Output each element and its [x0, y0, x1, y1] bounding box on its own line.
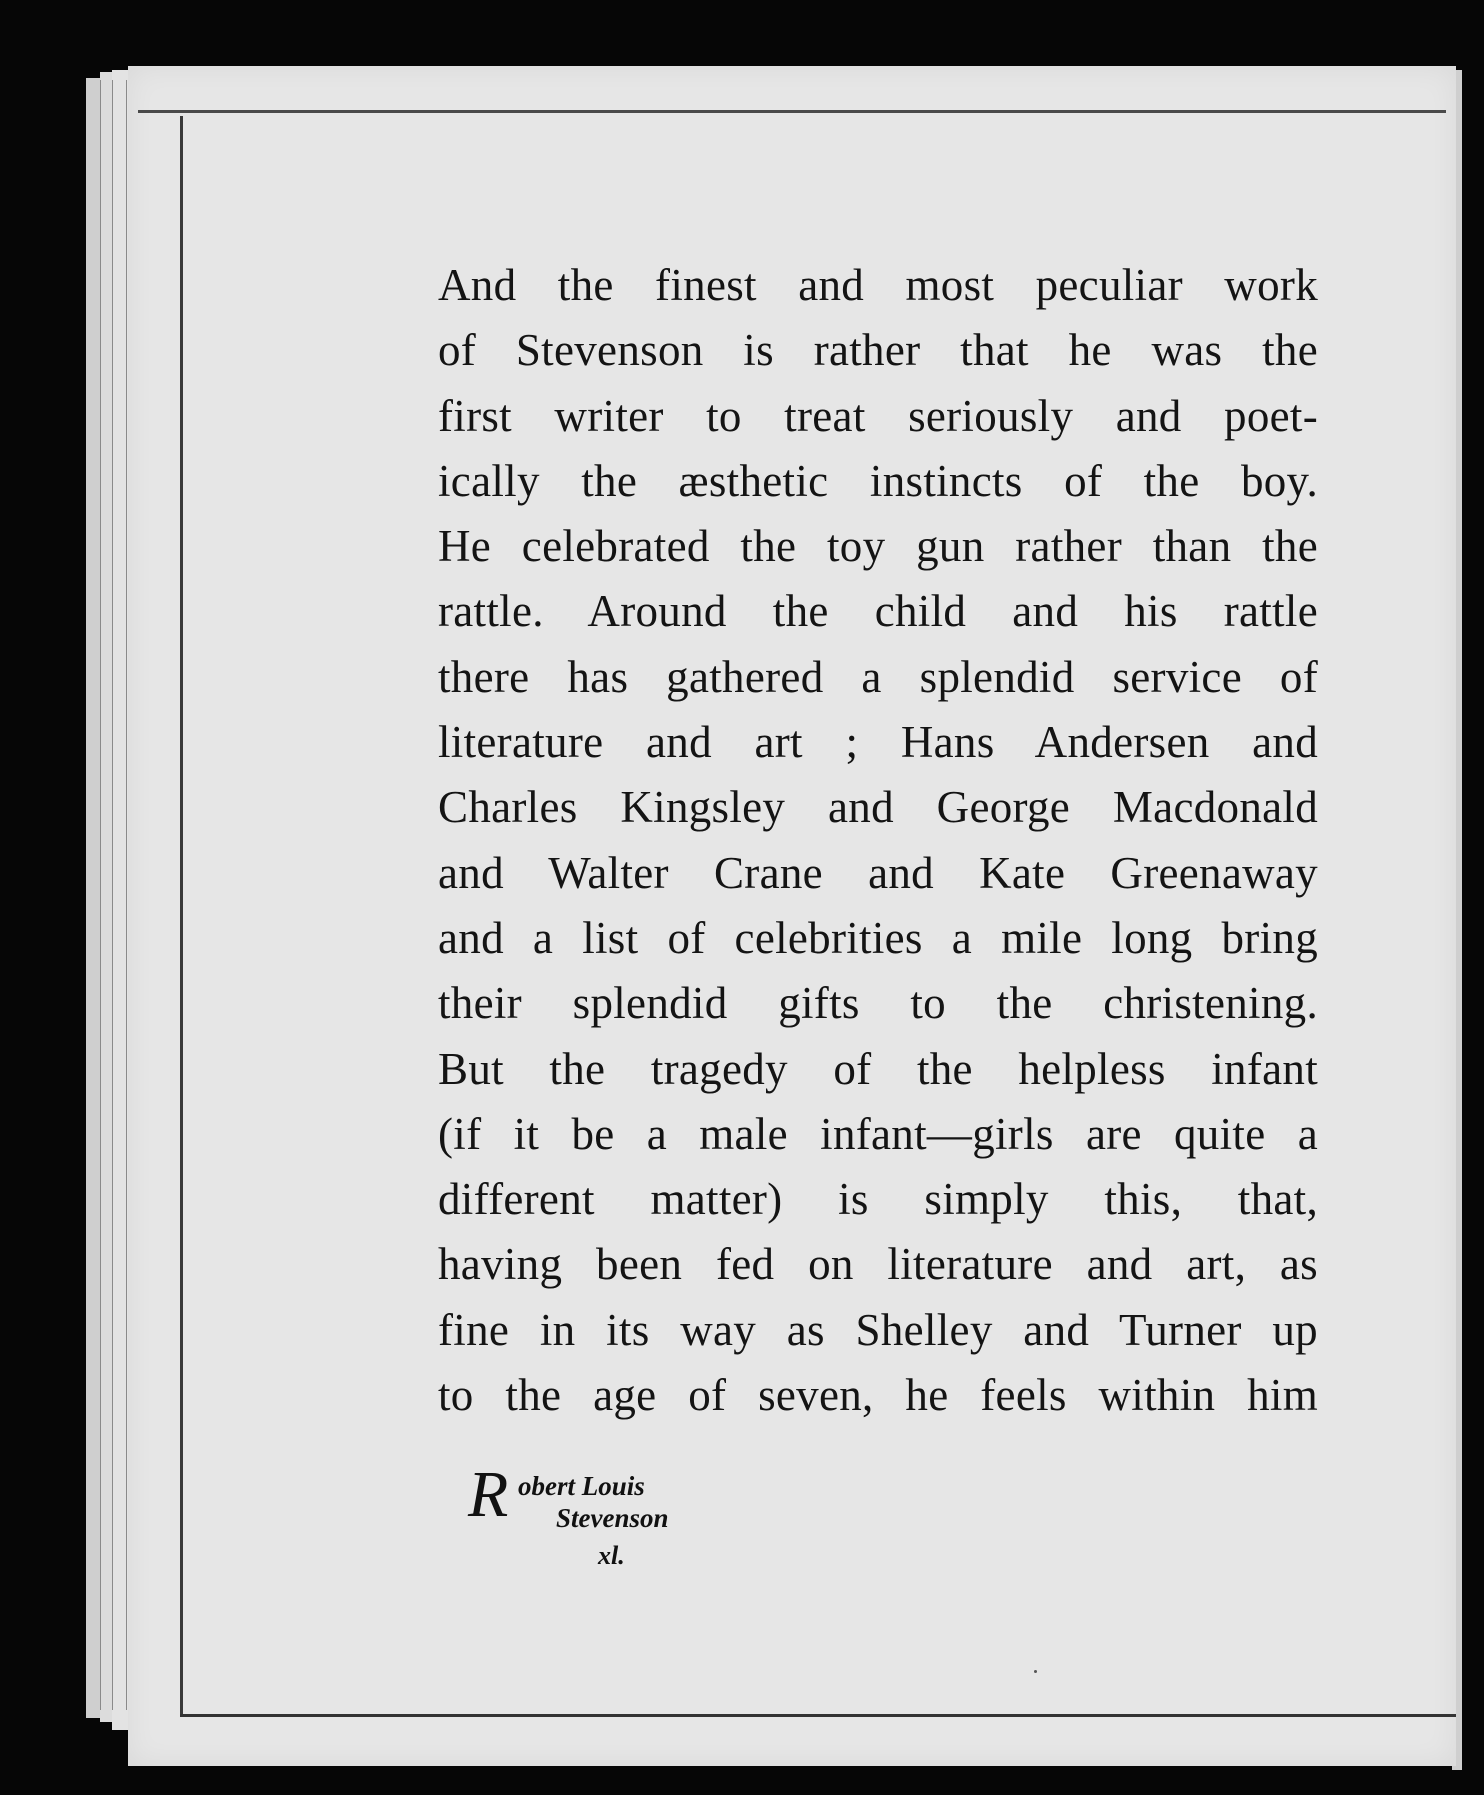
body-text [438, 253, 1318, 1428]
running-head [468, 1458, 708, 1590]
text-line: of Stevenson is rather that he was the [438, 325, 1318, 376]
page-frame-bottom [180, 1714, 1456, 1717]
text-line: to the age of seven, he feels within him [438, 1370, 1318, 1421]
page-number: xl. [598, 1541, 625, 1570]
text-line: rattle. Around the child and his rattle [438, 586, 1318, 637]
page-edge-line [112, 80, 113, 1710]
text-line: different matter) is simply this, that, [438, 1174, 1318, 1225]
text-line: Charles Kingsley and George Macdonald [438, 782, 1318, 833]
text-line: But the tragedy of the helpless infant [438, 1043, 1318, 1094]
text-line: there has gathered a splendid service of [438, 651, 1318, 702]
page-edge-line [100, 80, 101, 1710]
page-frame-top [138, 110, 1446, 113]
speck [1034, 1670, 1037, 1673]
text-line: (if it be a male infant—girls are quite a [438, 1108, 1318, 1159]
text-line: having been fed on literature and art, as [438, 1239, 1318, 1290]
text-line: ically the æsthetic instincts of the boy. [438, 455, 1318, 506]
text-line: literature and art ; Hans Andersen and [438, 717, 1318, 768]
text-line: fine in its way as Shelley and Turner up [438, 1304, 1318, 1355]
text-line: He celebrated the toy gun rather than the [438, 521, 1318, 572]
running-head-line2: Stevenson [556, 1503, 669, 1533]
running-head-line1: obert Louis [518, 1471, 645, 1501]
page-frame-left [180, 116, 183, 1716]
text-line: and Walter Crane and Kate Greenaway [438, 847, 1318, 898]
running-head-initial: R [468, 1458, 509, 1531]
page-edge-line [126, 80, 127, 1710]
text-line: and a list of celebrities a mile long bring [438, 912, 1318, 963]
text-line: their splendid gifts to the christening. [438, 978, 1318, 1029]
text-line: And the finest and most peculiar work [438, 260, 1318, 310]
text-line: first writer to treat seriously and poet- [438, 390, 1318, 441]
